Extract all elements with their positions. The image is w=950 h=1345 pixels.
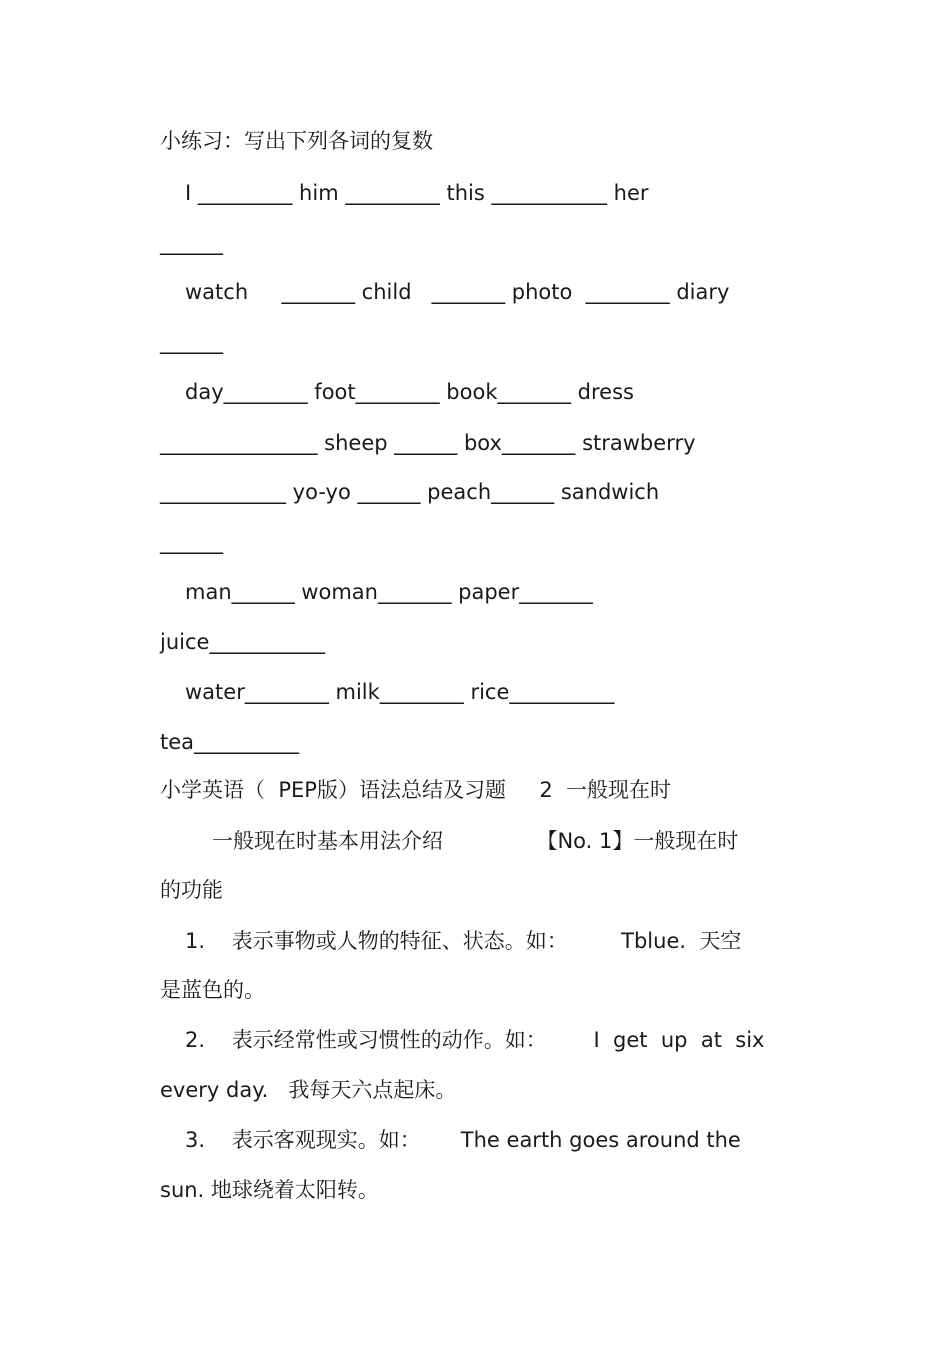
exercise-line: juice___________ bbox=[160, 630, 325, 654]
exercise-line: I _________ him _________ this ___________ her bbox=[185, 181, 649, 205]
grammar-intro: 的功能 bbox=[160, 878, 223, 902]
exercise-line: ______ bbox=[160, 231, 223, 255]
exercise-title: 小练习：写出下列各词的复数 bbox=[160, 129, 433, 153]
exercise-line: ______ bbox=[160, 330, 223, 354]
grammar-item-3: 3. 表示客观现实。如： The earth goes around the bbox=[185, 1128, 741, 1152]
grammar-item-2: 2. 表示经常性或习惯性的动作。如： I get up at six bbox=[185, 1028, 765, 1052]
exercise-line: man______ woman_______ paper_______ bbox=[185, 580, 593, 604]
grammar-item-3-cont: sun. 地球绕着太阳转。 bbox=[160, 1178, 379, 1202]
exercise-line: water________ milk________ rice__________ bbox=[185, 680, 615, 704]
exercise-line: ______ bbox=[160, 530, 223, 554]
exercise-line: day________ foot________ book_______ dress bbox=[185, 380, 634, 404]
grammar-item-1-cont: 是蓝色的。 bbox=[160, 978, 265, 1002]
exercise-line: ____________ yo-yo ______ peach______ sandwich bbox=[160, 480, 660, 504]
grammar-intro: 一般现在时基本用法介绍 【No. 1】一般现在时 bbox=[212, 829, 739, 853]
grammar-heading: 小学英语（ PEP版）语法总结及习题 2 一般现在时 bbox=[160, 778, 672, 802]
grammar-item-1: 1. 表示事物或人物的特征、状态。如： Tblue. 天空 bbox=[185, 929, 742, 953]
exercise-line: watch _______ child _______ photo ________ diary bbox=[185, 280, 730, 304]
exercise-line: _______________ sheep ______ box_______ strawberry bbox=[160, 431, 696, 455]
exercise-line: tea__________ bbox=[160, 730, 300, 754]
grammar-item-2-cont: every day. 我每天六点起床。 bbox=[160, 1078, 457, 1102]
